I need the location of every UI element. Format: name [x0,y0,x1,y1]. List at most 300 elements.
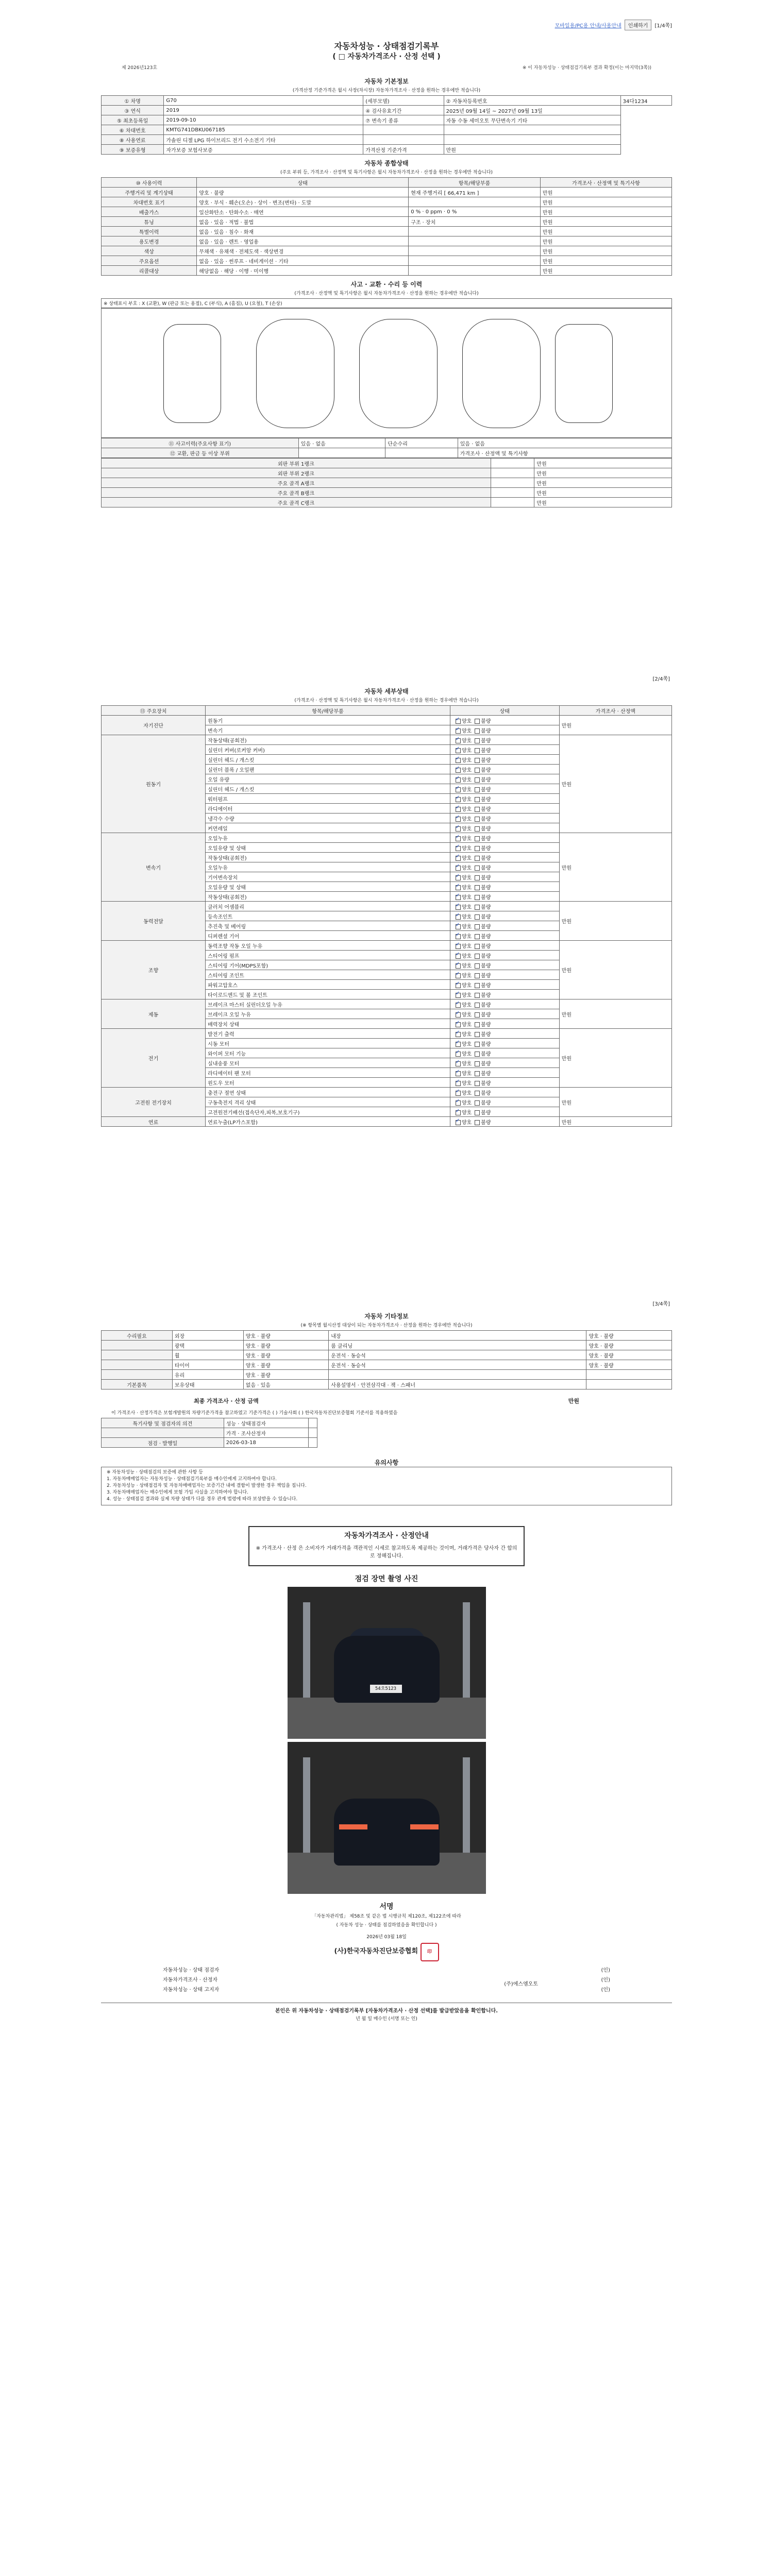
print-button[interactable]: 인쇄하기 [625,20,652,30]
etc-cell [586,1380,672,1389]
status-cell: 만원 [540,256,671,266]
basic-info-cell [444,135,620,145]
basic-info-row [102,135,672,145]
detail-row [102,941,672,951]
status-good-label: 양호 [461,885,472,891]
detail-status-cell [450,774,559,784]
checkbox-icon [475,1081,480,1086]
detail-row [102,999,672,1009]
accident-cell: 단순수리 [385,438,458,448]
help-link[interactable]: 모바일용/PC용 안내/사용안내 [554,23,621,29]
caution-line: ※ 자동차성능 · 상태점검의 보증에 관한 사항 등 [107,1470,203,1475]
checkbox-icon [475,817,480,822]
signer-seal-mark: (인) [601,1977,610,1983]
checkbox-icon [475,983,480,988]
status-bad-label: 불량 [481,757,491,764]
signer-seal-mark: (인) [601,1968,610,1973]
status-good-label: 양호 [461,836,472,842]
status-cell [409,246,541,256]
status-bad-label: 불량 [481,953,491,959]
basic-info-row [102,115,672,125]
checkbox-icon [456,924,461,929]
status-good-label: 양호 [461,1110,472,1116]
status-good-label: 양호 [461,1120,472,1126]
status-bad-label: 불량 [481,934,491,940]
status-header-cell: ⑩ 사용이력 [102,178,197,188]
frame-cell [491,459,534,468]
detail-item-cell: 냉각수 수량 [206,814,450,823]
detail-status-cell [450,1078,559,1088]
basic-info-cell: KMTG741DBKU067185 [164,125,363,135]
basic-info-cell: 가솔린 디젤 LPG 하이브리드 전기 수소전기 기타 [164,135,363,145]
law-note: 이 가격조사 · 산정가격은 보험개발원의 차량기준가격을 참고하였고 기준가격은 ( ) 기술사회 ( ) 한국자동차진단보증협회 기준서를 적용하였음 [111,1411,398,1416]
etc-cell: 광택 [172,1341,243,1350]
detail-item-cell: 변속기 [206,725,450,735]
status-bad-label: 불량 [481,943,491,950]
status-cell: 만원 [540,246,671,256]
status-cell: 없음 · 있음 · 썬루프 · 네비게이션 · 기타 [197,256,409,266]
etc-cell: 운전석 · 동승석 [329,1350,586,1360]
status-cell: 만원 [540,227,671,236]
frame-cell: 만원 [534,468,672,478]
detail-row [102,716,672,725]
detail-row [102,1117,672,1127]
detail-item-cell: 브레이크 오일 누유 [206,1009,450,1019]
page-3 [101,1301,672,2560]
sign-cell [308,1438,317,1448]
document-title: 자동차성능 · 상태점검기록부 [334,41,439,51]
basic-info-row [102,96,672,106]
status-bad-label: 불량 [481,1022,491,1028]
detail-group-cell: 원동기 [102,735,206,833]
status-cell: 용도변경 [102,236,197,246]
lift-post-icon [303,1757,310,1860]
frame-table [101,458,672,507]
accident-cell: 있음 · 없음 [298,438,385,448]
etc-cell: 없음 · 있음 [243,1380,329,1389]
status-cell: 해당없음 · 해당 · 이행 · 미이행 [197,266,409,276]
detail-header-cell: ⑬ 주요장치 [102,706,206,716]
checkbox-icon [456,944,461,949]
checkbox-icon [456,758,461,763]
basic-info-cell: ③ 연식 [102,106,164,115]
detail-item-cell: 클러치 어셈블리 [206,902,450,911]
etc-cell: 외장 [172,1331,243,1341]
detail-group-cell: 제동 [102,999,206,1029]
checkbox-icon [475,1003,480,1008]
detail-item-cell: 작동상태(공회전) [206,735,450,745]
detail-status-cell [450,843,559,853]
checkbox-icon [475,826,480,832]
tail-lamp-left [339,1824,367,1829]
sign-row [102,1438,317,1448]
checkbox-icon [456,768,461,773]
detail-status-cell [450,1019,559,1029]
status-bad-label: 불량 [481,777,491,783]
checkbox-icon [475,1012,480,1018]
detail-status-cell [450,1097,559,1107]
checkbox-icon [475,797,480,802]
document-remark: ※ 이 자동차성능 · 상태점검기록부 결과 확정(이는 마지막(3쪽)) [522,65,651,71]
status-bad-label: 불량 [481,924,491,930]
status-cell: 만원 [540,266,671,276]
detail-table [101,705,672,1127]
basic-info-cell: ⑥ 차대번호 [102,125,164,135]
detail-item-cell: 시동 모터 [206,1039,450,1048]
checkbox-icon [475,924,480,929]
status-cell: 배출가스 [102,207,197,217]
checkbox-icon [456,866,461,871]
basic-info-row [102,125,672,135]
detail-item-cell: 워터펌프 [206,794,450,804]
basic-info-row [102,106,672,115]
lift-post-icon [463,1757,470,1860]
status-good-label: 양호 [461,1090,472,1096]
detail-item-cell: 실린더 헤드 / 개스킷 [206,784,450,794]
checkbox-icon [475,944,480,949]
detail-item-cell: 와이퍼 모터 기능 [206,1048,450,1058]
sign-cell [102,1428,224,1438]
status-bad-label: 불량 [481,718,491,724]
checkbox-icon [456,905,461,910]
detail-status-cell [450,921,559,931]
basic-info-cell: 2019-09-10 [164,115,363,125]
photo-floor [288,1698,486,1739]
detail-header-cell: 상태 [450,706,559,716]
etc-cell: 양호 · 불량 [243,1370,329,1380]
top-toolbar [555,20,672,30]
caution-line: 3. 자동차매매업자는 매수인에게 보험 가입 사실을 고지하여야 합니다. [107,1490,248,1495]
status-cell [409,227,541,236]
status-good-label: 양호 [461,796,472,803]
detail-price-cell: 만원 [559,1088,671,1117]
caution-line: 1. 자동차매매업자는 자동차성능 · 상태점검기록부를 매수인에게 고지하여야 합니다. [107,1477,277,1482]
basic-info-row [102,145,672,155]
status-cell: 무채색 · 유채색 · 전체도색 · 색상변경 [197,246,409,256]
checkbox-icon [475,963,480,969]
detail-status-cell [450,1058,559,1068]
license-plate: 54오5123 [370,1685,402,1693]
checkbox-icon [456,738,461,743]
status-bad-label: 불량 [481,1071,491,1077]
status-bad-label: 불량 [481,1051,491,1057]
status-row [102,266,672,276]
status-bad-label: 불량 [481,1041,491,1047]
status-bad-label: 불량 [481,738,491,744]
status-row [102,236,672,246]
checkbox-icon [456,1042,461,1047]
status-good-label: 양호 [461,845,472,852]
status-bad-label: 불량 [481,767,491,773]
status-cell: 현재 주행거리 [ 66,471 km ] [409,188,541,197]
caution-line: 4. 성능 · 상태점검 결과와 실제 차량 상태가 다를 경우 관계 법령에 따라 보상받을 수 있습니다. [107,1497,298,1502]
etc-cell: 양호 · 불량 [586,1331,672,1341]
document-number: 제 2026년123호 [122,65,158,71]
detail-item-cell: 등속조인트 [206,911,450,921]
status-good-label: 양호 [461,1100,472,1106]
status-good-label: 양호 [461,718,472,724]
status-good-label: 양호 [461,1002,472,1008]
checkbox-icon [456,1022,461,1027]
status-good-label: 양호 [461,1031,472,1038]
detail-status-cell [450,833,559,843]
status-good-label: 양호 [461,806,472,812]
etc-cell [102,1360,173,1370]
checkbox-icon [475,914,480,920]
status-good-label: 양호 [461,924,472,930]
checkbox-icon [475,993,480,998]
detail-status-cell [450,902,559,911]
detail-status-cell [450,745,559,755]
etc-cell: 양호 · 불량 [243,1360,329,1370]
detail-header-cell: 가격조사 · 산정액 [559,706,671,716]
detail-item-cell: 파워고압호스 [206,980,450,990]
status-good-label: 양호 [461,982,472,989]
etc-cell: 내장 [329,1331,586,1341]
detail-status-cell [450,1039,559,1048]
frame-cell: 만원 [534,459,672,468]
status-row [102,197,672,207]
detail-price-cell: 만원 [559,1117,671,1127]
status-cell: 특별이력 [102,227,197,236]
checkbox-icon [475,973,480,978]
status-bad-label: 불량 [481,973,491,979]
price-notice-title: 자동차가격조사 · 산정안내 [344,1532,429,1540]
detail-status-cell [450,765,559,774]
checkbox-icon [475,1061,480,1066]
checkbox-icon [475,905,480,910]
status-good-label: 양호 [461,934,472,940]
checkbox-icon [456,1110,461,1115]
status-bad-label: 불량 [481,1090,491,1096]
basic-info-table [101,95,672,155]
detail-heading: 자동차 세부상태 [364,688,409,695]
status-bad-label: 불량 [481,1061,491,1067]
detail-status-cell [450,794,559,804]
detail-item-cell: 원동기 [206,716,450,725]
checkbox-icon [475,728,480,734]
basic-info-cell: ⑦ 변속기 종류 [363,115,444,125]
detail-status-cell [450,931,559,941]
document-subtitle: ( □ 자동차가격조사 · 산정 선택 ) [332,53,441,61]
detail-item-cell: 타이로드엔드 및 볼 조인트 [206,990,450,999]
basic-info-cell: (세부모델) [363,96,444,106]
accident-row [102,448,672,458]
status-bad-label: 불량 [481,894,491,901]
detail-item-cell: 브레이크 마스터 실린더오일 누유 [206,999,450,1009]
checkbox-icon [456,797,461,802]
basic-info-cell: 34다1234 [620,96,671,106]
detail-item-cell: 작동상태(공회전) [206,853,450,862]
status-note: (주요 부위 등, 가격조사 · 산정액 및 특기사항은 월시 자동차가격조사 · 산정을 원하는 경우에만 적습니다) [280,170,493,175]
sign-note: 「자동차관리법」 제58조 및 같은 법 시행규칙 제120조, 제122조에 따라 [312,1914,461,1919]
detail-status-cell [450,882,559,892]
status-bad-label: 불량 [481,855,491,861]
detail-status-cell [450,1009,559,1019]
status-good-label: 양호 [461,943,472,950]
status-bad-label: 불량 [481,904,491,910]
status-good-label: 양호 [461,992,472,998]
frame-cell: 주요 골격 A랭크 [102,478,491,488]
status-good-label: 양호 [461,1061,472,1067]
car-right-side [555,324,613,423]
sign-row [102,1428,317,1438]
status-bad-label: 불량 [481,845,491,852]
basic-info-cell [363,125,444,135]
detail-header [102,706,672,716]
basic-info-cell: ⑨ 보증유형 [102,145,164,155]
status-cell: 주행거리 및 계기상태 [102,188,197,197]
status-cell: 없음 · 있음 · 침수 · 화재 [197,227,409,236]
tail-lamp-right [410,1824,439,1829]
checkbox-icon [475,777,480,783]
status-good-label: 양호 [461,894,472,901]
inspection-photo-front [288,1587,486,1739]
status-cell: 튜닝 [102,217,197,227]
caution-heading: 유의사항 [374,1459,399,1466]
status-good-label: 양호 [461,777,472,783]
checkbox-icon [475,1032,480,1037]
detail-item-cell: 라디에이터 [206,804,450,814]
diagram-legend: ※ 상태표시 부호 : X (교환), W (판금 또는 용접), C (부식), A (흠집), U (요철), T (손상) [101,298,672,308]
caution-block [101,1467,672,1505]
checkbox-icon [475,856,480,861]
signer-role: 자동차성능 · 상태 고지자 [163,1987,220,1993]
etc-cell [102,1341,173,1350]
detail-status-cell [450,814,559,823]
etc-row [102,1380,672,1389]
detail-status-cell [450,1107,559,1117]
etc-cell [102,1350,173,1360]
checkbox-icon [475,895,480,900]
status-cell: 만원 [540,188,671,197]
accident-row [102,438,672,448]
final-price-row [101,1389,672,1408]
detail-status-cell [450,735,559,745]
checkbox-icon [475,768,480,773]
checkbox-icon [456,895,461,900]
vehicle-diagram [101,308,672,438]
status-cell: 차대번호 표기 [102,197,197,207]
status-cell: 만원 [540,217,671,227]
page-3-number: [3/4쪽] [652,1301,670,1307]
accident-cell [385,448,458,458]
status-bad-label: 불량 [481,1100,491,1106]
accident-table [101,438,672,458]
sign-cell [308,1428,317,1438]
status-bad-label: 불량 [481,865,491,871]
detail-item-cell: 스티어링 조인트 [206,970,450,980]
caution-line: 2. 자동차성능 · 상태점검자 및 자동차매매업자는 보증기간 내에 결함이 발생한 경우 책임을 집니다. [107,1483,307,1488]
status-row [102,256,672,266]
checkbox-icon [475,954,480,959]
detail-status-cell [450,1088,559,1097]
issuer-seal-icon: 印 [421,1943,439,1961]
checkbox-icon [475,1071,480,1076]
basic-info-cell: ⑧ 사용연료 [102,135,164,145]
status-good-label: 양호 [461,1080,472,1087]
detail-item-cell: 구동축전지 격리 상태 [206,1097,450,1107]
page-tag: [1/4쪽] [654,23,672,29]
accident-note: (가격조사 · 산정액 및 특기사항은 월시 자동차가격조사 · 산정을 원하는 경우에만 적습니다) [294,291,479,296]
status-good-label: 양호 [461,748,472,754]
issuer-row [101,1943,672,1961]
status-good-label: 양호 [461,757,472,764]
status-cell [409,266,541,276]
etc-table [101,1330,672,1389]
accident-cell [298,448,385,458]
status-bad-label: 불량 [481,914,491,920]
checkbox-icon [456,817,461,822]
status-good-label: 양호 [461,826,472,832]
detail-price-cell: 만원 [559,1029,671,1088]
detail-item-cell: 실내송풍 모터 [206,1058,450,1068]
status-cell: 구조 · 장치 [409,217,541,227]
frame-row [102,468,672,478]
etc-cell: 유리 [172,1370,243,1380]
detail-status-cell [450,1029,559,1039]
basic-info-cell: ⑤ 최초등록일 [102,115,164,125]
etc-cell: 양호 · 불량 [586,1350,672,1360]
detail-row [102,833,672,843]
status-row [102,227,672,236]
detail-group-cell: 전기 [102,1029,206,1088]
frame-cell: 주요 골격 B랭크 [102,488,491,498]
checkbox-icon [456,1012,461,1018]
etc-row [102,1360,672,1370]
status-bad-label: 불량 [481,963,491,969]
detail-item-cell: 충전구 절연 상태 [206,1088,450,1097]
frame-cell [491,488,534,498]
checkbox-icon [456,846,461,851]
inspection-photo-rear [288,1742,486,1894]
status-row [102,217,672,227]
accident-cell: ⑪ 사고이력(주요사항 표기) [102,438,299,448]
status-bad-label: 불량 [481,816,491,822]
detail-status-cell [450,784,559,794]
detail-status-cell [450,823,559,833]
detail-price-cell: 만원 [559,833,671,902]
detail-status-cell [450,892,559,902]
checkbox-icon [475,738,480,743]
detail-price-cell: 만원 [559,735,671,833]
status-bad-label: 불량 [481,875,491,881]
detail-row [102,902,672,911]
detail-item-cell: 커먼레일 [206,823,450,833]
basic-info-cell: ① 차명 [102,96,164,106]
checkbox-icon [456,934,461,939]
status-bad-label: 불량 [481,836,491,842]
detail-item-cell: 오일유량 및 상태 [206,882,450,892]
detail-status-cell [450,755,559,765]
checkbox-icon [456,983,461,988]
basic-info-note: (가격산정 기준가격은 월시 사장(차시장) 자동차가격조사 · 산정을 원하는 경우에만 적습니다) [292,88,481,93]
detail-item-cell: 연료누출(LP가스포함) [206,1117,450,1127]
status-row [102,207,672,217]
checkbox-icon [456,1061,461,1066]
accident-cell: 있음 · 없음 [458,438,671,448]
page-1 [101,14,672,661]
status-good-label: 양호 [461,1022,472,1028]
checkbox-icon [475,1120,480,1125]
car-top-front [256,319,334,428]
detail-status-cell [450,990,559,999]
checkbox-icon [475,1110,480,1115]
signer-row [101,1964,672,1974]
sign-cell: 특기사항 및 점검자의 의견 [102,1418,224,1428]
status-good-label: 양호 [461,914,472,920]
status-header-cell: 항목/해당부품 [409,178,541,188]
